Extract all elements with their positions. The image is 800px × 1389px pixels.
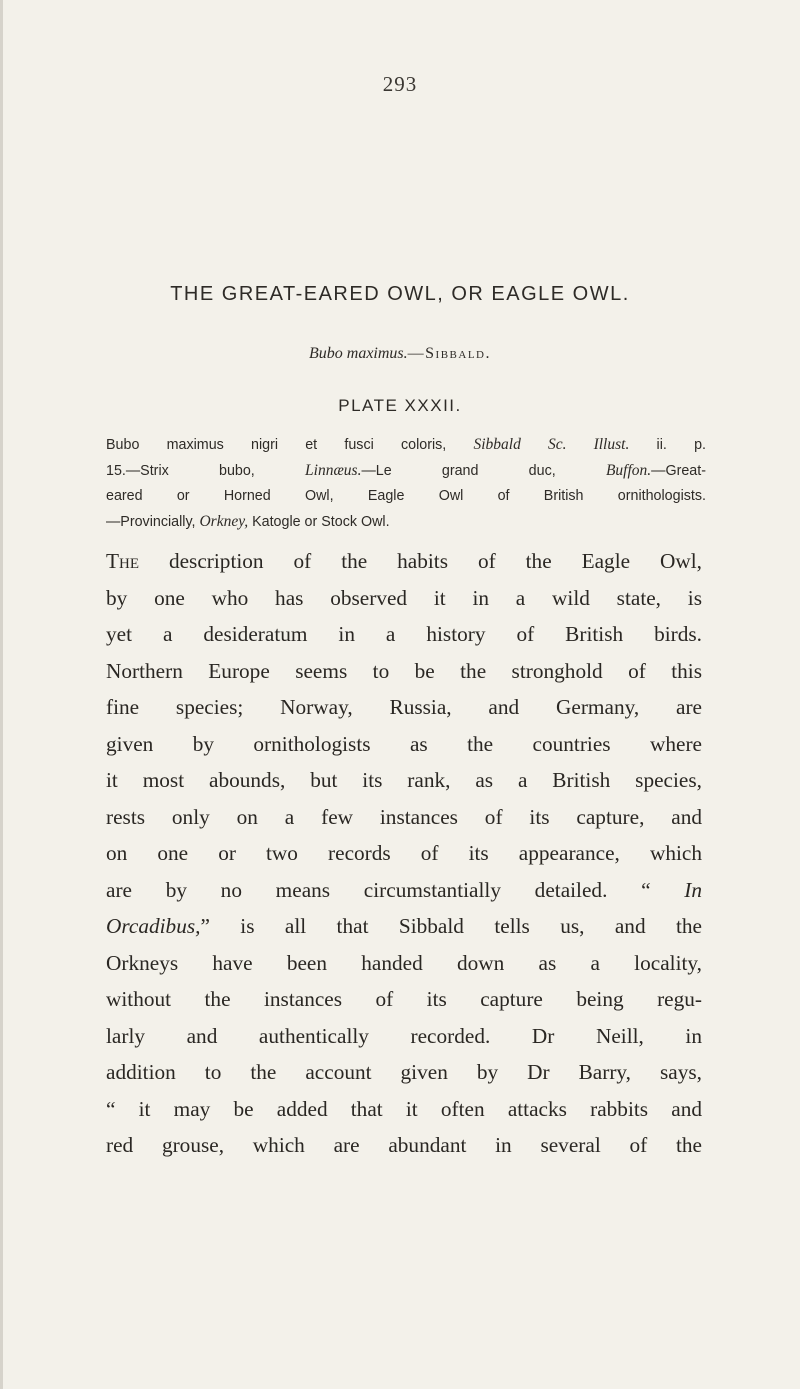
species-subtitle <box>60 345 740 363</box>
body-line: given by ornithologists as the countries where <box>106 731 702 756</box>
body-line: rests only on a few instances of its capture, and <box>106 804 702 829</box>
synonymy-line: eared or Horned Owl, Eagle Owl of British ornithologists. <box>106 488 706 504</box>
synonymy-text: —Great- <box>651 463 706 479</box>
synonymy-text: —Le grand duc, <box>361 463 606 479</box>
body-text: are by no means circumstantially detailed. “ <box>106 877 685 902</box>
body-line: Northern Europe seems to be the stronghold of this <box>106 658 702 683</box>
body-line <box>106 908 702 945</box>
drop-word: The <box>106 549 140 573</box>
body-line: on one or two records of its appearance, which <box>106 841 702 865</box>
body-line: without the instances of its capture being regu- <box>106 987 702 1011</box>
synonymy-text: Bubo maximus nigri et fusci coloris, <box>106 437 474 453</box>
synonymy-text: —Provincially, <box>106 514 200 530</box>
body-line: Orkneys have been handed down as a locality, <box>106 950 702 975</box>
synonymy-line <box>106 509 706 535</box>
body-line: by one who has observed it in a wild state, is <box>106 585 702 610</box>
body-line: larly and authentically recorded. Dr Neill, in <box>106 1023 702 1048</box>
synonymy-line <box>106 432 706 458</box>
synonymy-block <box>106 432 706 535</box>
body-italic: Orcadibus, <box>106 914 201 938</box>
page-number: 293 <box>382 72 418 96</box>
authority-name: —Sibbald. <box>407 345 491 362</box>
body-line <box>106 543 702 580</box>
body-line <box>106 872 702 909</box>
synonymy-text: ii. p. <box>629 437 706 453</box>
synonymy-text: 15.—Strix bubo, <box>106 463 306 479</box>
synonymy-citation: Sibbald Sc. Illust. <box>473 436 630 453</box>
synonymy-citation: Linnæus. <box>305 462 362 479</box>
synonymy-citation: Buffon. <box>605 462 652 479</box>
synonymy-line <box>106 458 706 484</box>
synonymy-citation: Orkney, <box>199 513 249 530</box>
synonymy-text: Katogle or Stock Owl. <box>248 514 390 530</box>
body-line: yet a desideratum in a history of British birds. <box>106 622 702 646</box>
body-line: addition to the account given by Dr Barry, says, <box>106 1060 702 1084</box>
page-title: THE GREAT-EARED OWL, OR EAGLE OWL. <box>170 283 630 305</box>
page-edge <box>0 0 3 1389</box>
plate-label: PLATE XXXII. <box>338 396 462 415</box>
body-italic: In <box>684 877 702 902</box>
body-line: “ it may be added that it often attacks rabbits and <box>106 1096 702 1121</box>
body-text: ” is all that Sibbald tells us, and the <box>200 914 702 938</box>
body-line: fine species; Norway, Russia, and Germany, are <box>106 695 702 719</box>
body-line: it most abounds, but its rank, as a British species, <box>106 768 702 792</box>
body-paragraph <box>106 543 702 1164</box>
body-text: description of the habits of the Eagle Owl, <box>139 549 702 573</box>
body-line: red grouse, which are abundant in several of the <box>106 1133 702 1157</box>
scientific-name: Bubo maximus. <box>309 345 408 362</box>
